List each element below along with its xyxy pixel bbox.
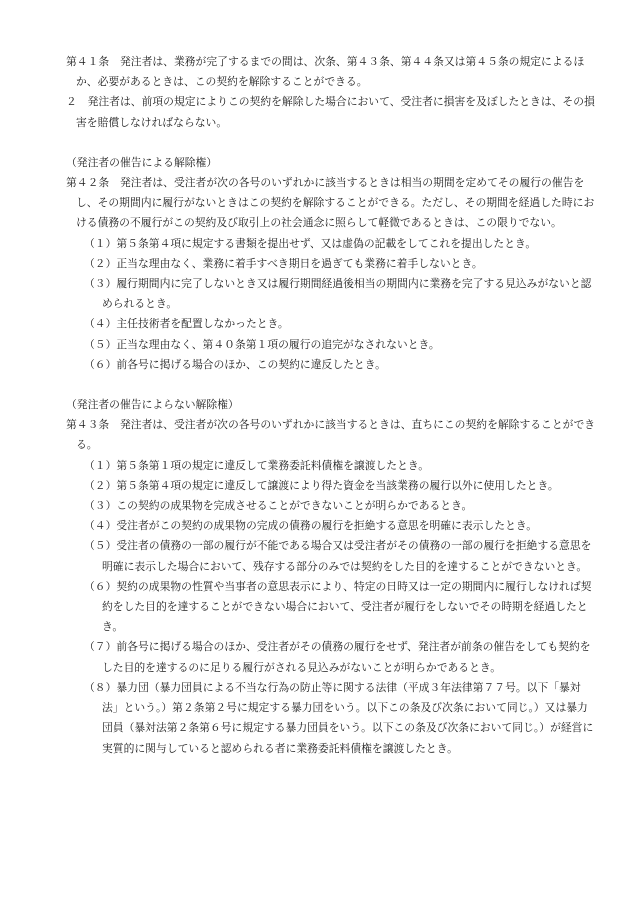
article-43-item: （２）第５条第４項の規定に違反して譲渡により得た資金を当該業務の履行以外に使用したとき。: [84, 478, 559, 492]
article-43-item: （１）第５条第１項の規定に違反して業務委託料債権を譲渡したとき。: [84, 458, 430, 472]
article-43-heading: （発注者の催告によらない解除権）: [66, 398, 239, 412]
article-42-item: （３）履行期間内に完了しないとき又は履行期間経過後相当の期間内に業務を完了する見込みがないと認められるとき。: [84, 277, 592, 311]
document-page: [66, 52, 596, 759]
article-43-item: （７）前各号に掲げる場合のほか、受注者がその債務の履行をせず、発注者が前条の催告をしても契約をした目的を達するのに足りる履行がされる見込みがないことが明らかであるとき。: [84, 640, 591, 674]
article-42-item: （４）主任技術者を配置しなかったとき。: [84, 317, 289, 331]
article-43-item: （４）受注者がこの契約の成果物の完成の債務の履行を拒絶する意思を明確に表示したとき。: [84, 519, 538, 533]
article-43-item: （６）契約の成果物の性質や当事者の意思表示により、特定の日時又は一定の期間内に履行しなければ契約をした目的を達することができない場合において、受注者が履行をしないでその時期を経過したとき。: [84, 579, 592, 634]
article-43-item: （３）この契約の成果物を完成させることができないことが明らかであるとき。: [84, 499, 473, 513]
article-43-item: （５）受注者の債務の一部の履行が不能である場合又は受注者がその債務の一部の履行を拒絶する意思を明確に表示した場合において、残存する部分のみでは契約をした目的を達することができないとき。: [84, 539, 592, 573]
article-43-item: （８）暴力団（暴力団員による不当な行為の防止等に関する法律（平成３年法律第７７号。以下「暴対法」という。）第２条第２号に規定する暴力団をいう。以下この条及び次条において同じ。）又は暴力団員（暴対法第２条第６号に規定する暴力団員をいう。以下この条及び次条において同じ。）が経営に実質的に関与していると認められる者に業務委託料債権を譲渡したとき。: [84, 680, 594, 755]
article-41-paragraph-2: ２ 発注者は、前項の規定によりこの契約を解除した場合において、受注者に損害を及ぼしたときは、その損害を賠償しなければならない。: [66, 95, 595, 129]
article-42-item: （１）第５条第４項に規定する書類を提出せず、又は虚偽の記載をしてこれを提出したとき。: [84, 236, 537, 250]
article-42-heading: （発注者の催告による解除権）: [66, 155, 218, 169]
article-41-paragraph-1: 第４１条 発注者は、業務が完了するまでの間は、次条、第４３条、第４４条又は第４５条の規定によるほか、必要があるときは、この契約を解除することができる。: [66, 55, 585, 89]
article-42-item: （５）正当な理由なく、第４０条第１項の履行の追完がなされないとき。: [84, 337, 440, 351]
article-42-body: 第４２条 発注者は、受注者が次の各号のいずれかに該当するときは相当の期間を定めてその履行の催告をし、その期間内に履行がないときはこの契約を解除することができる。ただし、その期間を経過した時における債務の不履行がこの契約及び取引上の社会通念に照らして軽微であるときは、この限りでない。: [66, 176, 595, 230]
article-43-body: 第４３条 発注者は、受注者が次の各号のいずれかに該当するときは、直ちにこの契約を解除することができる。: [66, 418, 596, 452]
article-42-item: （２）正当な理由なく、業務に着手すべき期日を過ぎても業務に着手しないとき。: [84, 256, 483, 270]
article-42-item: （６）前各号に掲げる場合のほか、この契約に違反したとき。: [84, 357, 386, 371]
